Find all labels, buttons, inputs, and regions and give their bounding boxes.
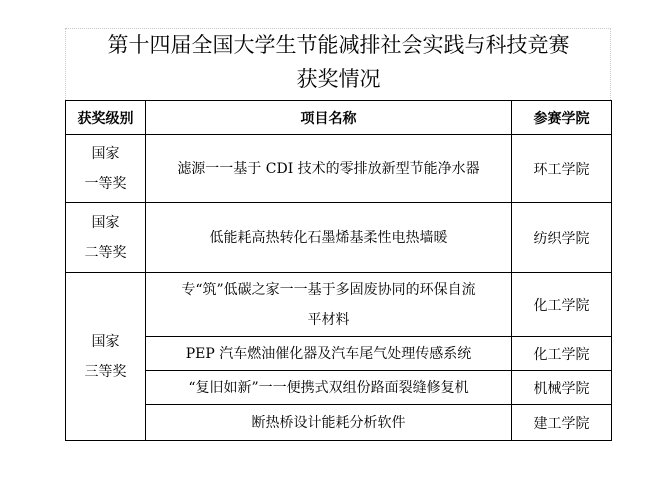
- award-level-line: 国家: [91, 145, 120, 162]
- award-level-cell: [66, 135, 146, 203]
- project-name-cell: 低能耗高热转化石墨烯基柔性电热墙暖: [146, 203, 512, 273]
- table-row: [66, 337, 612, 371]
- project-name-cell: PEP 汽车燃油催化器及汽车尾气处理传感系统: [146, 337, 512, 371]
- award-level-line: 二等奖: [84, 244, 127, 261]
- project-name-cell: 滤源一一基于 CDI 技术的零排放新型节能净水器: [146, 135, 512, 203]
- header-project: 项目名称: [146, 101, 512, 135]
- college-cell: 建工学院: [512, 405, 612, 441]
- table-row: [66, 273, 612, 337]
- college-cell: 化工学院: [512, 337, 612, 371]
- college-cell: 化工学院: [512, 273, 612, 337]
- project-name-line: 专“筑”低碳之家一一基于多固废协同的环保自流: [181, 281, 476, 298]
- project-name-cell: [146, 273, 512, 337]
- award-level-line: 三等奖: [84, 363, 127, 380]
- title-line-1: 第十四届全国大学生节能减排社会实践与科技竞赛: [107, 33, 570, 57]
- award-level-line: 国家: [91, 214, 120, 231]
- header-level: 获奖级别: [66, 101, 146, 135]
- college-cell: 纺织学院: [512, 203, 612, 273]
- header-college: 参赛学院: [512, 101, 612, 135]
- award-level-line: 国家: [91, 333, 120, 350]
- college-cell: 机械学院: [512, 371, 612, 405]
- college-cell: 环工学院: [512, 135, 612, 203]
- award-level-cell: [66, 273, 146, 441]
- project-name-cell: “复旧如新”一一便携式双组份路面裂缝修复机: [146, 371, 512, 405]
- project-name-cell: 断热桥设计能耗分析软件: [146, 405, 512, 441]
- award-level-line: 一等奖: [84, 175, 127, 192]
- table-header-row: [66, 101, 612, 135]
- title-line-2: 获奖情况: [296, 67, 381, 91]
- award-table: [65, 100, 612, 441]
- project-name-line: 平材料: [307, 311, 350, 328]
- table-row: [66, 405, 612, 441]
- table-row: [66, 371, 612, 405]
- table-row: [66, 203, 612, 273]
- table-row: [66, 135, 612, 203]
- document-title: [66, 28, 611, 96]
- award-level-cell: [66, 203, 146, 273]
